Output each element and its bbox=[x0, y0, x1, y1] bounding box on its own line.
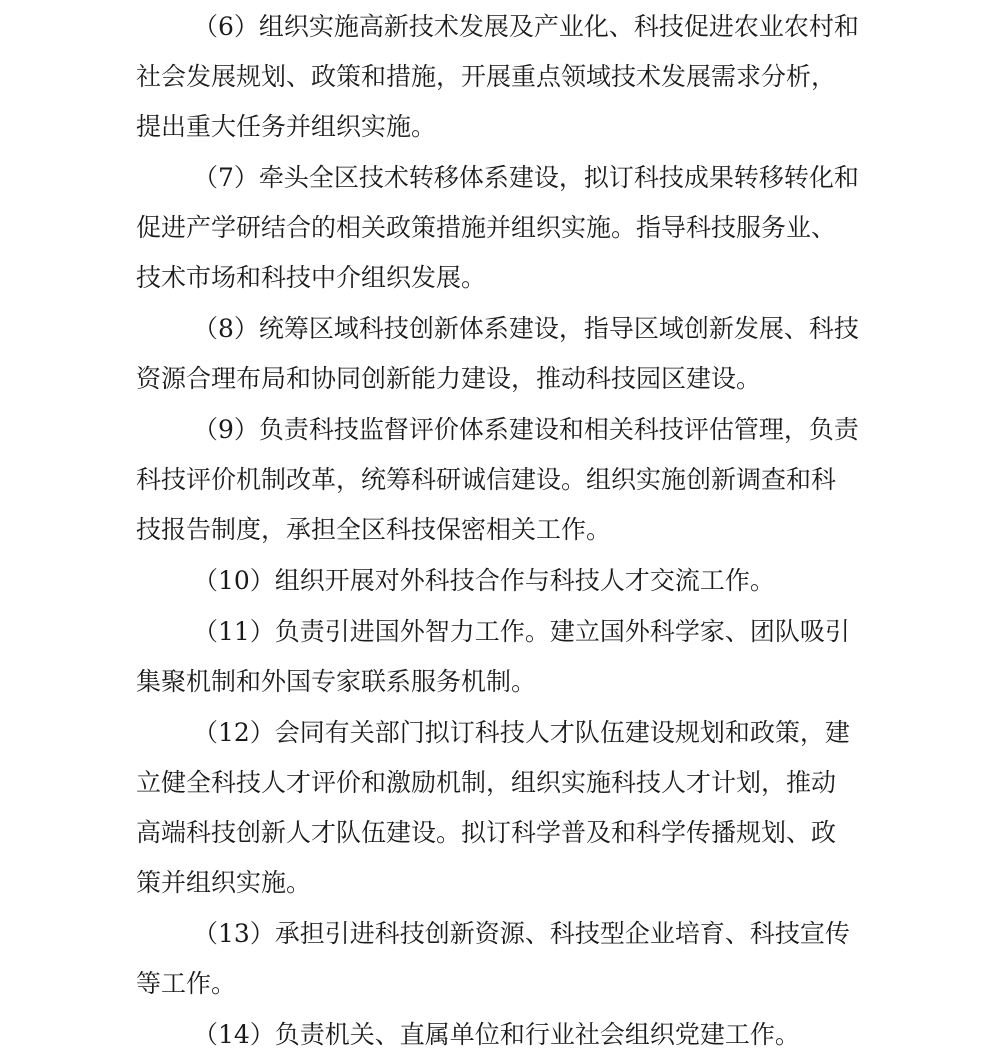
paragraph-item-6-line-2 bbox=[0, 59, 999, 95]
paragraph-item-7-line-1 bbox=[0, 160, 999, 196]
text-line: 社会发展规划、政策和措施，开展重点领域技术发展需求分析， bbox=[136, 62, 837, 91]
paragraph-item-12-line-4 bbox=[0, 865, 999, 901]
paragraph-item-8-line-1 bbox=[0, 311, 999, 347]
text-line: 高端科技创新人才队伍建设。拟订科学普及和科学传播规划、政 bbox=[136, 818, 837, 847]
text-line: 技术市场和科技中介组织发展。 bbox=[136, 263, 487, 292]
text-line: 促进产学研结合的相关政策措施并组织实施。指导科技服务业、 bbox=[136, 213, 837, 242]
paragraph-item-9-line-1 bbox=[0, 412, 999, 448]
text-line: （8）统筹区域科技创新体系建设，指导区域创新发展、科技 bbox=[193, 314, 859, 343]
text-line: （13）承担引进科技创新资源、科技型企业培育、科技宣传 bbox=[193, 919, 850, 948]
text-line: 策并组织实施。 bbox=[136, 868, 312, 897]
text-line: （6）组织实施高新技术发展及产业化、科技促进农业农村和 bbox=[193, 12, 859, 41]
paragraph-item-11-line-2 bbox=[0, 664, 999, 700]
paragraph-item-11-line-1 bbox=[0, 614, 999, 650]
text-line: （7）牵头全区技术转移体系建设，拟订科技成果转移转化和 bbox=[193, 163, 859, 192]
text-line: （14）负责机关、直属单位和行业社会组织党建工作。 bbox=[193, 1020, 800, 1049]
paragraph-item-7-line-2 bbox=[0, 210, 999, 246]
text-line: （10）组织开展对外科技合作与科技人才交流工作。 bbox=[193, 566, 775, 595]
paragraph-item-13-line-2 bbox=[0, 966, 999, 1002]
paragraph-item-14-line-1 bbox=[0, 1017, 999, 1053]
text-line: 技报告制度，承担全区科技保密相关工作。 bbox=[136, 515, 612, 544]
text-line: （9）负责科技监督评价体系建设和相关科技评估管理，负责 bbox=[193, 415, 859, 444]
text-line: 资源合理布局和协同创新能力建设，推动科技园区建设。 bbox=[136, 364, 762, 393]
paragraph-item-12-line-1 bbox=[0, 715, 999, 751]
text-line: 集聚机制和外国专家联系服务机制。 bbox=[136, 667, 537, 696]
paragraph-item-10-line-1 bbox=[0, 563, 999, 599]
text-line: 科技评价机制改革，统筹科研诚信建设。组织实施创新调查和科 bbox=[136, 465, 837, 494]
paragraph-item-9-line-2 bbox=[0, 462, 999, 498]
paragraph-item-9-line-3 bbox=[0, 512, 999, 548]
paragraph-item-8-line-2 bbox=[0, 361, 999, 397]
paragraph-item-6-line-1 bbox=[0, 9, 999, 45]
text-line: 立健全科技人才评价和激励机制，组织实施科技人才计划，推动 bbox=[136, 768, 837, 797]
text-line: 等工作。 bbox=[136, 969, 237, 998]
paragraph-item-6-line-3 bbox=[0, 109, 999, 145]
text-line: 提出重大任务并组织实施。 bbox=[136, 112, 437, 141]
paragraph-item-7-line-3 bbox=[0, 260, 999, 296]
text-line: （11）负责引进国外智力工作。建立国外科学家、团队吸引 bbox=[193, 617, 850, 646]
text-line: （12）会同有关部门拟订科技人才队伍建设规划和政策，建 bbox=[193, 718, 850, 747]
paragraph-item-13-line-1 bbox=[0, 916, 999, 952]
paragraph-item-12-line-3 bbox=[0, 815, 999, 851]
paragraph-item-12-line-2 bbox=[0, 765, 999, 801]
